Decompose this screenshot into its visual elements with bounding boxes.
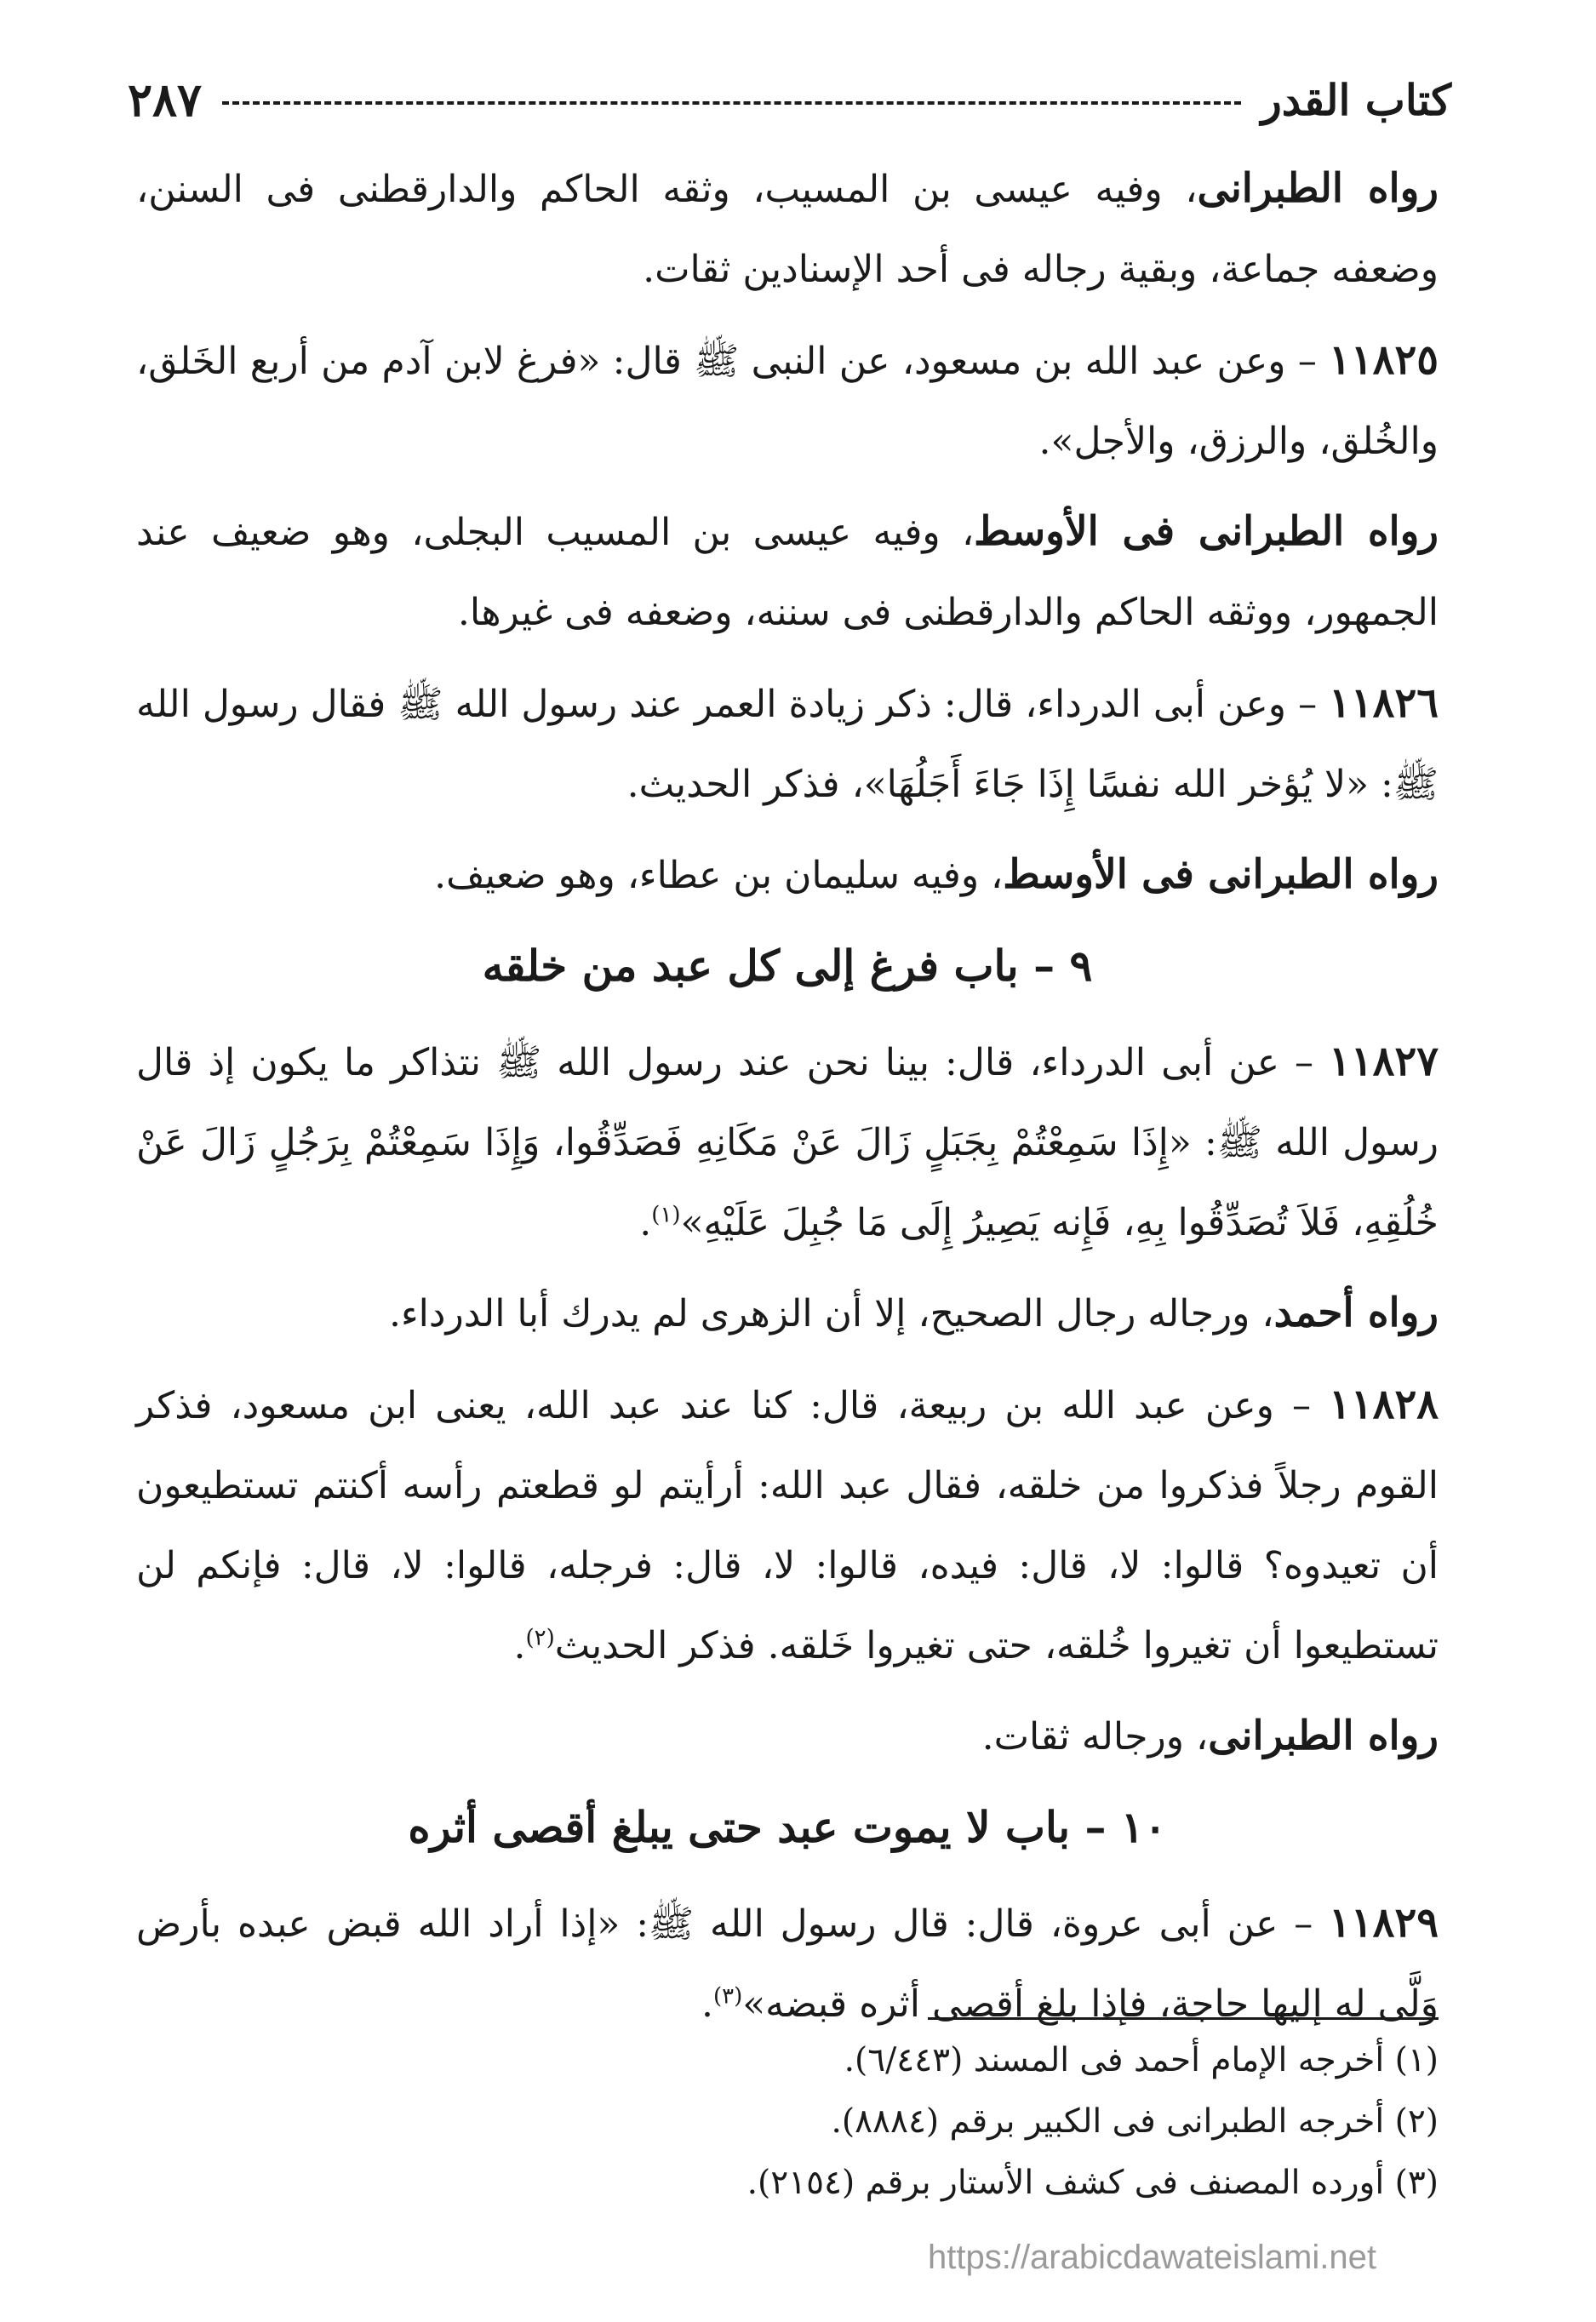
chapter-title: كتاب القدر — [1261, 74, 1451, 125]
hadith-11828 — [136, 1364, 1439, 1686]
narration-note — [136, 835, 1439, 916]
source-label: رواه الطبرانى فى الأوسط — [1003, 851, 1439, 898]
page-body — [136, 149, 1439, 2055]
watermark-url: https://arabicdawateislami.net — [928, 2239, 1376, 2276]
hadith-11825 — [136, 320, 1439, 482]
section-heading-10: ١٠ – باب لا يموت عبد حتى يبلغ أقصى أثره — [408, 1802, 1167, 1852]
source-label: رواه أحمد — [1273, 1290, 1439, 1336]
footnote-3: (٣) أورده المصنف فى كشف الأستار برقم (٢١٥٤). — [747, 2164, 1439, 2202]
source-label: رواه الطبرانى فى الأوسط — [974, 508, 1439, 555]
footnote-2: (٢) أخرجه الطبرانى فى الكبير برقم (٨٨٨٤). — [831, 2102, 1439, 2141]
hadith-number: ١١٨٢٥ — [1329, 336, 1439, 384]
paragraph-text: ، وفيه سليمان بن عطاء، وهو ضعيف. — [434, 854, 1004, 897]
paragraph-text: ، وفيه عيسى بن المسيب، وثقه الحاكم والدارقطنى فى السنن، وضعفه جماعة، وبقية رجاله فى أحد الإسنادين ثقات. — [136, 168, 1439, 291]
page-header — [128, 70, 1451, 129]
paragraph-text: – وعن عبد الله بن مسعود، عن النبى ﷺ قال: «فرغ لابن آدم من أربع الخَلق، والخُلق، والرزق، والأجل». — [136, 340, 1439, 463]
hadith-11829 — [136, 1883, 1439, 2045]
paragraph-text: – عن أبى عروة، قال: قال رسول الله ﷺ: «إذا أراد الله قبض عبده بأرض وَلَّى له إليها حاجة، فإذا بلغ أقصى أثره قبضه» — [136, 1902, 1439, 2026]
section-heading-9: ٩ – باب فرغ إلى كل عبد من خلقه — [482, 941, 1093, 991]
header-dashed-rule — [222, 101, 1241, 105]
hadith-number: ١١٨٢٦ — [1329, 679, 1439, 727]
paragraph-end: . — [513, 1624, 526, 1667]
footnote-ref: (٣) — [712, 1983, 743, 2010]
page-number: ٢٨٧ — [128, 72, 203, 127]
footnote-separator — [928, 2017, 1439, 2020]
paragraph-text: – عن أبى الدرداء، قال: بينا نحن عند رسول الله ﷺ نتذاكر ما يكون إذ قال رسول الله ﷺ: «إِذَا سَمِعْتُمْ بِجَبَلٍ زَالَ عَنْ مَكَانِهِ فَصَدِّقُوا، وَإِذَا سَمِعْتُمْ بِرَجُلٍ زَالَ عَنْ خُلُقِهِ، فَلاَ تُصَدِّقُوا بِهِ، فَإِنه يَصِيرُ إِلَى مَا جُبِلَ عَلَيْهِ» — [136, 1041, 1439, 1244]
narration-note — [136, 492, 1439, 653]
source-label: رواه الطبرانى — [1208, 1713, 1439, 1759]
paragraph-text: ، ورجاله رجال الصحيح، إلا أن الزهرى لم يدرك أبا الدرداء. — [388, 1292, 1274, 1335]
narration-note — [136, 149, 1439, 310]
source-label: رواه الطبرانى — [1197, 165, 1439, 212]
hadith-number: ١١٨٢٧ — [1329, 1038, 1439, 1085]
paragraph-text: – وعن عبد الله بن ربيعة، قال: كنا عند عبد الله، يعنى ابن مسعود، فذكر القوم رجلاً فذكروا من خلقه، فقال عبد الله: أرأيتم لو قطعتم رأسه أكنتم تستطيعون أن تعيدوه؟ قالوا: لا، قال: فيده، قالوا: لا، قال: فرجله، قالوا: لا، قال: فإنكم لن تستطيعوا أن تغيروا خُلقه، حتى تغيروا خَلقه. فذكر الحديث — [136, 1384, 1439, 1667]
hadith-11826 — [136, 663, 1439, 825]
hadith-number: ١١٨٢٨ — [1329, 1381, 1439, 1428]
narration-note — [136, 1273, 1439, 1354]
footnote-1: (١) أخرجه الإمام أحمد فى المسند (٦/٤٤٣). — [844, 2041, 1439, 2079]
paragraph-text: ، وفيه عيسى بن المسيب البجلى، وهو ضعيف عند الجمهور، ووثقه الحاكم والدارقطنى فى سننه، وضعفه فى غيرها. — [136, 511, 1439, 634]
paragraph-end: . — [639, 1201, 652, 1244]
hadith-number: ١١٨٢٩ — [1329, 1899, 1439, 1947]
paragraph-text: – وعن أبى الدرداء، قال: ذكر زيادة العمر عند رسول الله ﷺ فقال رسول الله ﷺ: «لا يُؤخر الله نفسًا إِذَا جَاءَ أَجَلُهَا»، فذكر الحديث. — [136, 683, 1439, 806]
narration-note — [136, 1696, 1439, 1777]
hadith-11827 — [136, 1021, 1439, 1263]
paragraph-end: . — [701, 1982, 713, 2026]
footnote-ref: (٢) — [525, 1625, 555, 1651]
footnote-ref: (١) — [651, 1202, 681, 1228]
paragraph-text: ، ورجاله ثقات. — [981, 1715, 1209, 1759]
footnotes — [136, 2030, 1439, 2214]
